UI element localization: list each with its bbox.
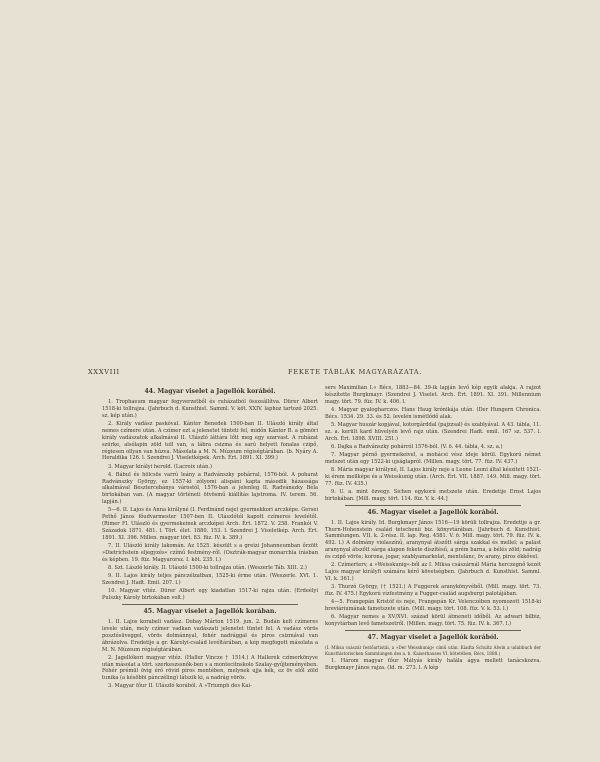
section-45-cont-item-2: 4. Magyar gyalogharczos. Hans Haug krónikája után. (Der Hungern Chronica. Bécs. 1534. 29. 33. és 52. levelén ismétlődő alak.	[325, 406, 541, 420]
page-header	[88, 368, 540, 378]
section-44-item-8: 9. II. Lajos király teljes pánczélzatban, 1525-ki érme után. (Weszerle. XVI. 1. Szendrei J. Hadt. Emil. 207. l.)	[102, 573, 318, 586]
section-45-cont-item-7: 9. U. a. mint özvegy. Sichen egykorú metszete után. Eredetije Ernst Lajos birtokában. [Mill. magy. tört. 114. füz. V. k. 44.]	[325, 488, 541, 502]
section-46-title: 46. Magyar viselet a Jagellók korából.	[367, 508, 499, 516]
section-44-item-7: 8. Szt. László király. II. Ulászló 1500-ki tollrajza után. (Weszerle Táb. XIII. 2.)	[108, 564, 307, 571]
section-44-item-4: 4. Bábul és hölcsös varrú leány a Radvánszky pohárral, 1576-ból. A poharat Radvánszky György, ez 1557-ki zólyomi alispáni kapta második házassága alkalmával Besztercebánya várostól, 1576-ban a jelenleg II. Radvánszky Béla birtokában van. (A magyar történeti ötvösmű kiállítás lajstroma. IV. terem. 56. lapján.)	[102, 471, 318, 506]
section-45-cont-item-6: 8. Mária magyar királyné, II. Lajos király neje a Leone Leoni által készített 1521-ki érem mellképe és a Weisskunig után. (Arch. Ért. VII. 1887. 149. Mill. magy. tört. 77. füz. IV. 435.)	[325, 466, 541, 487]
page-number: XXXVIII	[88, 368, 120, 376]
section-44-item-3: 3. Magyar királyi herold. (Lacroix után.)	[108, 463, 212, 470]
section-44-item-1: 1. Trophaeum magyar fegyverzetből és ruházatból összeállítva. Dürer Albert 1518-ki tollrajza. (Jahrbuch d. Kunsthist. Samml. V. köt. XXIV. laphoz tartozó 2025. sz. kép után.)	[102, 399, 318, 419]
section-44-item-9: 10. Magyar vitéz. Dürer Albert egy kiadatlan 1517-ki rajza után. (Erdeélyi Pulszky Károly birtokában volt.)	[102, 588, 318, 601]
section-45-item-2: 2. Jagellókori magyar vitéz. (Haller Vincze † 1514.) A Hallerek czímerkönyve után másolat a tört. szerkeszssnők-ben s a montecitnskolo Szalay-gyűjteményében. Fehér prémül övig érő rövid piros mentében, melynek ujja kék, ez öv elől zöld tunika (a késöbbi pánczéling) látszik ki, a nadrág vörös.	[102, 654, 318, 682]
section-45-item-1: 1. II. Lajos korabeli vadász. Dobay Márton 1519. jun. 2. Budán kelt czímeres levele után, mely czímer vadkan vadászati jelenetet tüntet fel. A vadász vörös posztósüveggel, vörös dolmánnyal, fehér nadrággal és piros csizmával van ábrázolva. Eredetije a gr. Károlyi-család levéltárában, a kép megfogott másolata a M. N. Múzeum régiségtárában.	[102, 618, 318, 653]
section-46-item-3: 3. Thurzó György, († 1521.) A Fuggerek aranykönyvéből. (Mill. magy. tört. 73. füz. IV. 475.) Egykorú vízfestmény a Fugger-család augsburgi palotájában.	[325, 584, 541, 598]
section-47-title: 47. Magyar viselet a Jagellók korából.	[367, 633, 499, 641]
section-46-item-1: 1. II. Lajos király. Id. Burgkmayr János 1516—19 körüli tollrajza. Eredetije a gr. Thurn-Hohenstein család tetschenii biz. könyvtárában. (Jahrbuch d. Kunsthist. Sammlungen. VII. k. 2-rész. II. lap. Reg. 4581. V. ö. Mill. magy. tört. 79. füz. IV. k. 492. l.) A dolmány violaszínű, aranynyal átszőtt sárga szakkal és mellel; a palást aranynyal átszőtt sárga alapon fekete díszítésű, a prém barna, a bélés zöld; nadrág és czipő vörös; korona, jogar, szablyamarkolat, mentelánc, öv arany, piros ékkővel.	[325, 519, 541, 561]
section-46-item-2: 2. Czímerterv, a »Weisskunig«-ből az I. Miksa császárnál Mária herczegnő kezét Lajos magyar királyfi számára kérő követségben. (Jahrbuch d. Kunsthist. Samml. VI. k. 361.)	[325, 562, 541, 583]
section-45-cont-item-5: 7. Magyar pérnő gyermekeivel, a mohácsi vész ideje körül. Egykorú német metszet után egy 1522-ki ujságlapról. (Millen. magy. tört. 77. füz. IV. 437.)	[325, 451, 541, 465]
section-divider	[345, 630, 521, 631]
section-44-item-6: 7. II. Ulászló király lakomán. Az 1525. készült s a greizi Johanneumban őrzött »Dietrichstein eljegyzés« czímű festmény-ről. (Osztrák-magyar monarchia írásban és képben. 19. füz. Magyarorsz. I. köt. 235. l.)	[102, 543, 318, 563]
section-44-title: 44. Magyar viselet a Jagellók korából.	[144, 388, 276, 395]
section-44-item-2: 2. Király vadász paskóval. Kántor Benedek 1500-ban II. Ulászló király által nemes czímere után. A czímer ezt a jelenetet tünteti fel, midőn Kántor B. a gömöri király vadászatok alkalmával II. Ulászló láttára lőtt meg egy szarvast. A ruházat szürke, alsólapin zöld toll van, a lábra csizma és sarú helyett fonalas czipő, régiesen ollyan van húzva. Másolata a M. N. Múzeum régiségtárában. (b. Nyáry A. Heraldika 126. l. Szendrei J. Viseletképek. Arch. Ért. 1891. XI. 399.)	[102, 420, 318, 462]
section-46-item-5: 6. Magyar nemes a XV/XVI. század körül átmeneti időből. Az adwari bilbiz, konyvtárban levő fametszetről. (Millen. magy. tört. 75. füz. IV. k. 367. l.)	[325, 614, 541, 628]
section-47-item-1: 1. Három magyar főur Mátyás király halála ágya mellett tanácskozva. Burgkmayr János rajza. (Id. m. 273. l. A kép	[325, 658, 541, 672]
section-44-item-5: 5—6. II. Lajos és Anna királyné (I. Ferdinánd neje) gyermekkori arczképe. Gersei Pethő János főudvarmester 1507-ben II. Ulászlótól kapott czímeres levelétől. (Rimer Fl. Ulászló és gyermekeinek arczképei Arch. Ért. 1872. V. 258. Frankói V. Századok 1871. 481. l. Tört. élet. 1880. 153. l. Szendrei J. Viseletkép. Arch. Ért. 1891. XI. 396. Millen. magyar tört. 83. füz. IV. k. 389.)	[102, 507, 318, 541]
section-45-cont-item-3: 5. Magyar huszár kopjával, kotorgárddal (pajzzsal) és szablyával. A 43. tábla, 11. sz. a. került kard hüvelyén levő rajz után. (Szendrei Hadt. emil. 167 sz. 537. l. Arch. Ért. 1898. XVIII. 251.)	[325, 421, 541, 442]
running-title: FEKETE TÁBLÁK MAGYARÁZATA.	[288, 368, 423, 376]
section-45-title: 45. Magyar viselet a Jagellók korában.	[143, 607, 277, 615]
right-column	[325, 385, 541, 673]
section-divider	[345, 505, 521, 506]
section-47-footnote: (I. Miksa császár festőartistái, a »Der Weisskunig« című után. Kiadta Schultz Alwin a udabbuch der Kunsthistorischen Sammlungen des a. h. Kaiserhauses VI. kötetében, Bécs, 1888.)	[325, 644, 541, 656]
section-45-cont-item-4: 6. Dajka a Radvánszky pohárról 1576-ból. (V. ö. 44. tábla, 4. sz. a.)	[331, 443, 503, 450]
section-45-item-3: 3. Magyar főur II. Ulászló korából. A »Triumph des Kai-	[108, 683, 252, 690]
section-divider	[122, 604, 298, 605]
left-column	[102, 385, 318, 692]
section-46-item-4: 4—5. Frangepán Kristóf és neje, Frangepán Kr. Velenczében nyomozott 1518-ki breviáriumának fametszete után. (Mill. magy. tört. 108. füz. V. k. 53. l.)	[325, 599, 541, 613]
section-45-cont-item-1: sers Maximilian I.« Bécs, 1883—84. 39-ik lapján levő kép egyik alakja. A rajzot készítette Burgkmayr. (Szendrei J. Viselet. Arch. Ért. 1891. XI. 391. Millennium magy. tört. 79. füz. IV. k. 406. l.	[325, 385, 541, 405]
